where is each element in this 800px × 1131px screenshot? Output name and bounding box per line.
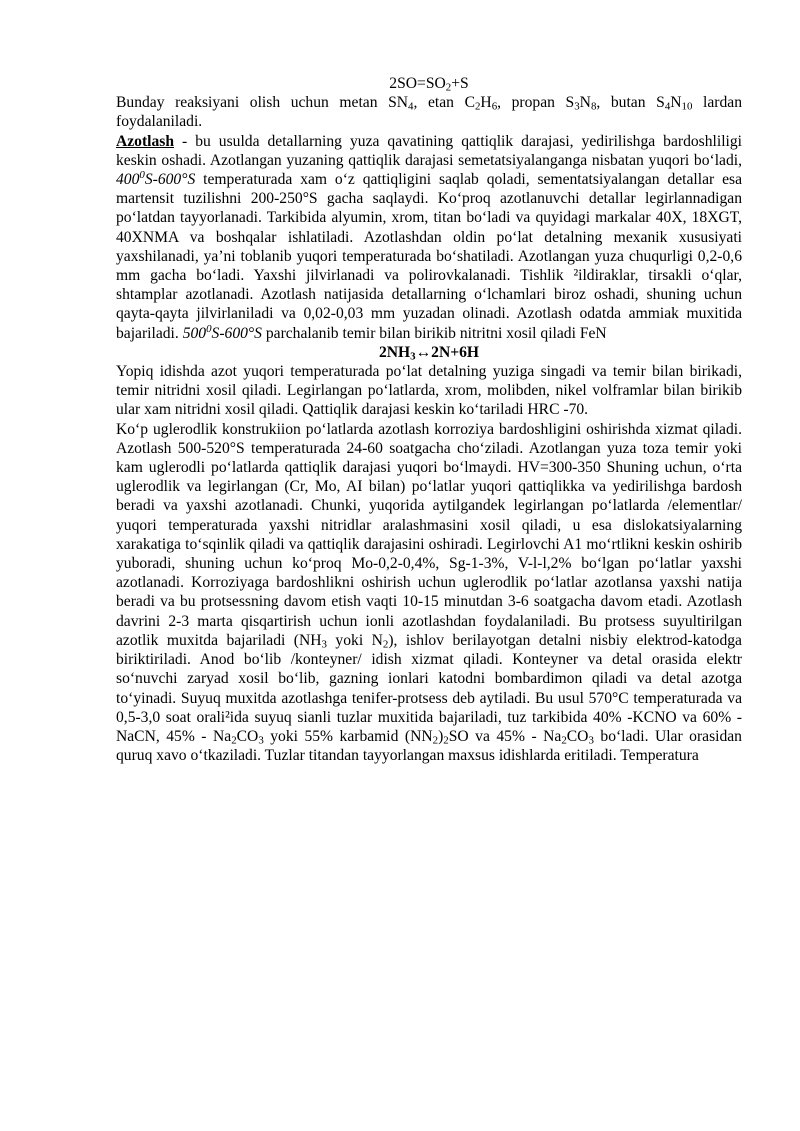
- paragraph-carbon-steel: Ko‘p uglerodlik konstrukiion po‘latlarda azotlash korroziya bardoshligini oshirishda xizmat qiladi. Azotlash 500-520°S temperaturada 24-60 soatgacha cho‘ziladi. Azotlangan yuza toza temir yoki kam uglerodli po‘latlarda qattiqlik darajasi yuqori bo‘lmaydi. HV=300-350 Shuning uchun, o‘rta uglerodlik va legirlangan (Cr, Mo, AI bilan) po‘latlar yuqori qattiqlikka va yedirilishga bardosh beradi va yaxshi azotlanadi. Chunki, yuqorida aytilgandek legirlangan po‘latlarda /elementlar/ yuqori temperaturada yaxshi nitridlar aralashmasini xosil qiladi, u esa dislokatsiyalarning xarakatiga to‘sqinlik qiladi va qattiqlik darajasini oshiradi. Legirlovchi A1 mo‘rtlikni keskin oshirib yuboradi, shuning uchun ko‘proq Mo-0,2-0,4%, Sg-1-3%, V-l-l,2% bo‘lgan po‘latlar yaxshi azotlanadi. Korroziyaga bardoshlikni oshirish uchun uglerodlik po‘latlar azotlansa yaxshi natija beradi va bu protsessning davom etish vaqti 10-15 minutdan 3-6 soatgacha davom etadi. Azotlash davrini 2-3 marta qisqartirish uchun ionli azotlashdan foydalaniladi. Bu protsess suyultirilgan azotlik muxitda bajariladi ($NH_3$ yoki $N_2$), ishlov berilayotgan detalni nisbiy elektrod-katodga biriktiriladi. Anod bo‘lib /konteyner/ idish xizmat qiladi. Konteyner va detal orasida elektr so‘nuvchi zaryad xosil bo‘lib, gazning ionlari katodni bombardimon qiladi va detal azotga to‘yinadi. Suyuq muxitda azotlashga tenifer-protsess deb aytiladi. Bu usul 570°C temperaturada va 0,5-3,0 soat orali²ida suyuq sianli tuzlar muxitida bajariladi, tuz tarkibida 40% -KCNO va 60% - NaCN, $45\% - Na_2CO_3$ yoki 55% karbamid $(NN_2)_2SO$ va $45\% - Na_2CO_3$ bo‘ladi. Ular orasidan quruq xavo o‘tkaziladi. Tuzlar titandan tayyorlangan maxsus idishlarda eritiladi. Temperatura: [116, 420, 742, 765]
- document-page: [116, 74, 742, 765]
- paragraph-hydrocarbons: Bunday reaksiyani olish uchun metan $SN_4$, etan $C_2H_6$, propan $S_3N_8$, butan $S_4N_{10}$ lardan foydalaniladi.: [116, 94, 742, 131]
- temperature-range-2: $500^0S-600^\circ S$: [182, 322, 262, 342]
- equation-so2: $2SO=SO_2+S$: [389, 75, 469, 94]
- term-azotlash: Azotlash: [116, 132, 175, 150]
- temperature-range-1: $400^0S-600^\circ S$: [116, 169, 196, 189]
- paragraph-nitride: Yopiq idishda azot yuqori temperaturada po‘lat detalning yuziga singadi va temir bilan birikadi, temir nitridni xosil qiladi. Legirlangan po‘latlarda, xrom, molibden, nikel volframlar bilan birikib ular xam nitridni xosil qiladi. Qattiqlik darajasi keskin ko‘tariladi HRC -70.: [116, 363, 742, 419]
- equation-ammonia: $2NH_3\leftrightarrow 2N+6H$: [378, 343, 480, 363]
- paragraph-azotlash: Azotlash - bu usulda detallarning yuza qavatining qattiqlik darajasi, yedirilishga bardoshliligi keskin oshadi. Azotlangan yuzaning qattiqlik darajasi semetatsiyalanganga nisbatan yuqori bo‘ladi, $400^0S-600^\circ S$ temperaturada xam o‘z qattiqligini saqlab qoladi, sementatsiyalangan detallar esa martensit tuzilishni 200-250°S gacha saqlaydi. Ko‘proq azotlanuvchi detallar legirlannadigan po‘latdan tayyorlanadi. Tarkibida alyumin, xrom, titan bo‘ladi va quyidagi markalar 40X, 18XGT, 40XNMA va boshqalar ishlatiladi. Azotlashdan oldin po‘lat detalning mexanik xususiyati yaxshilanadi, ya’ni toblanib yuqori temperaturada bo‘shatiladi. Azotlangan yuza chuqurligi 0,2-0,6 mm gacha bo‘ladi. Yaxshi jilvirlanadi va polirovkalanadi. Tishlik ²ildiraklar, tirsakli o‘qlar, shtamplar azotlanadi. Azotlash natijasida detallarning o‘lchamlari biroz oshadi, shuning uchun qayta-qayta jilvirlaniladi va 0,02-0,03 mm yuzadan olinadi. Azotlash odatda ammiak muxitida bajariladi. $500^0S-600^\circ S$ parchalanib temir bilan birikib nitritni xosil qiladi FeN: [116, 132, 742, 342]
